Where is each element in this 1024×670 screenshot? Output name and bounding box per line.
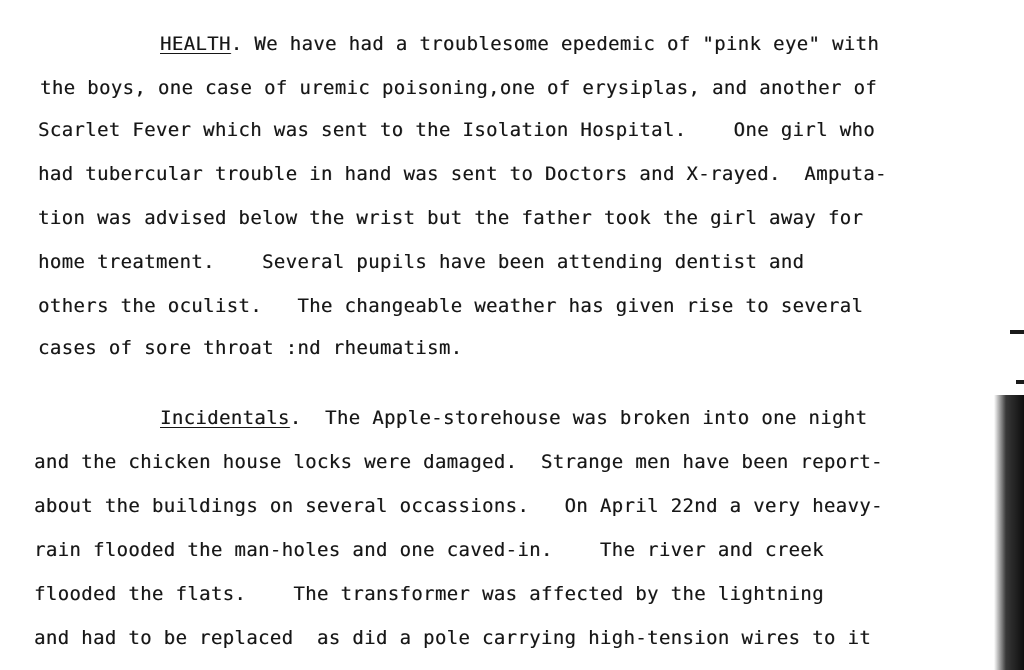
paragraph-health-line-4: had tubercular trouble in hand was sent to Doctors and X-rayed. Amputa- <box>38 163 887 185</box>
scan-edge-shadow <box>994 395 1024 670</box>
paragraph-health-line-3: Scarlet Fever which was sent to the Isolation Hospital. One girl who <box>38 119 876 141</box>
paragraph-health-line-6: home treatment. Several pupils have been attending dentist and <box>38 251 805 273</box>
health-heading: HEALTH <box>160 33 231 55</box>
paragraph-health-line-5: tion was advised below the wrist but the father took the girl away for <box>38 207 864 229</box>
health-line-1-text: . We have had a troublesome epedemic of "pink eye" with <box>230 33 880 55</box>
paragraph-incidentals-line-6: and had to be replaced as did a pole carrying high-tension wires to it <box>34 627 872 649</box>
paragraph-incidentals-line-4: rain flooded the man-holes and one caved-in. The river and creek <box>34 539 824 561</box>
paragraph-incidentals-line-1 <box>160 406 867 430</box>
paragraph-health-line-8: cases of sore throat :nd rheumatism. <box>38 337 463 359</box>
paragraph-health-line-1 <box>160 32 879 56</box>
paragraph-incidentals-line-5: flooded the flats. The transformer was affected by the lightning <box>34 583 824 605</box>
paragraph-incidentals-line-2: and the chicken house locks were damaged. Strange men have been report- <box>34 451 883 473</box>
scan-edge-mark <box>1010 330 1024 334</box>
incidentals-line-1-text: . The Apple-storehouse was broken into one night <box>289 407 868 429</box>
paragraph-health-line-7: others the oculist. The changeable weather has given rise to several <box>38 295 864 317</box>
paragraph-incidentals-line-3: about the buildings on several occassions. On April 22nd a very heavy- <box>34 495 883 517</box>
paragraph-health-line-2: the boys, one case of uremic poisoning,one of erysiplas, and another of <box>40 77 878 99</box>
scan-edge-mark <box>1016 380 1024 384</box>
incidentals-heading: Incidentals <box>160 407 290 429</box>
